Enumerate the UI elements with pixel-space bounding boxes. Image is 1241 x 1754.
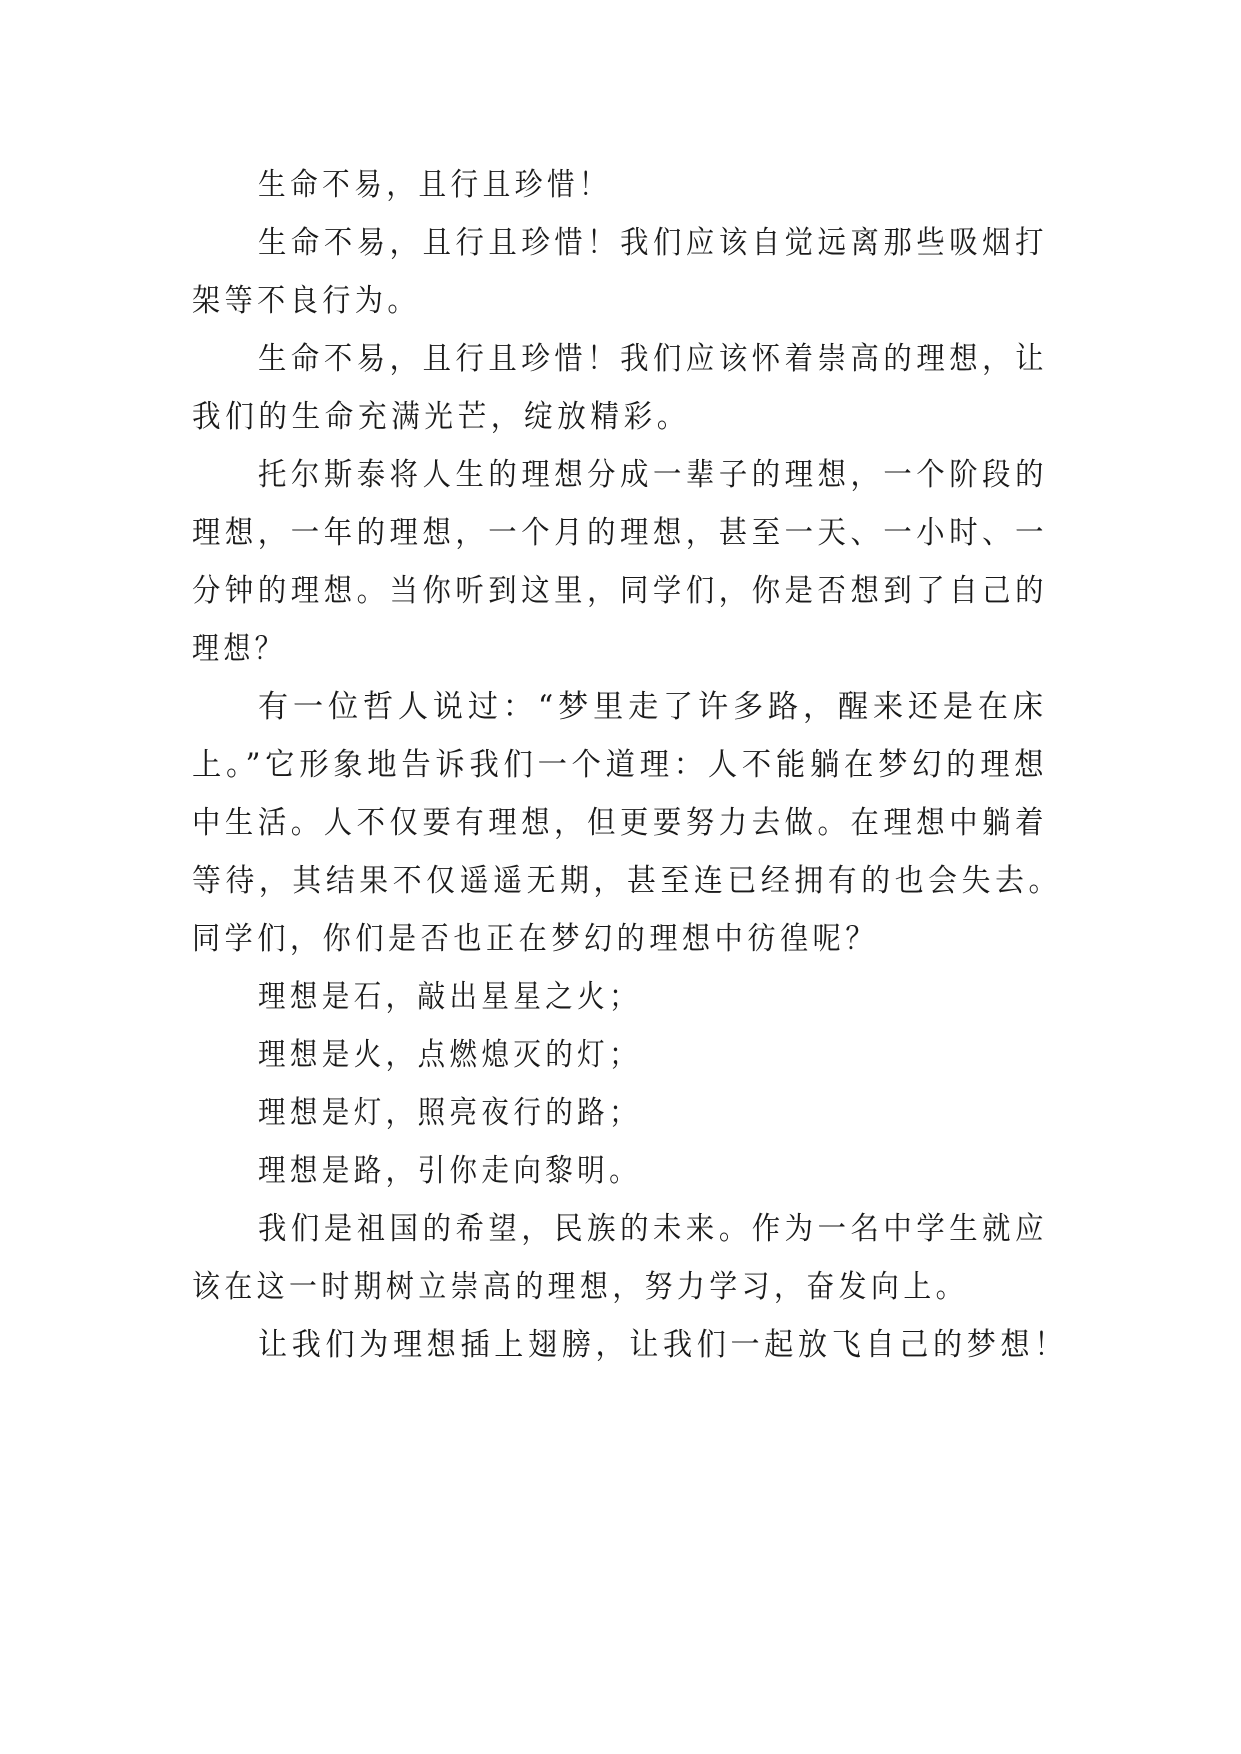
text-line: 等待，其结果不仅遥遥无期，甚至连已经拥有的也会失去。 — [192, 863, 1062, 899]
text-line: 我们是祖国的希望，民族的未来。作为一名中学生就应 — [258, 1211, 1048, 1247]
text-line: 生命不易，且行且珍惜！ — [258, 167, 611, 203]
text-line: 同学们，你们是否也正在梦幻的理想中彷徨呢？ — [192, 921, 878, 957]
text-line: 分钟的理想。当你听到这里，同学们，你是否想到了自己的 — [192, 573, 1048, 609]
text-line: 该在这一时期树立崇高的理想，努力学习，奋发向上。 — [192, 1269, 968, 1305]
text-line: 理想，一年的理想，一个月的理想，甚至一天、一小时、一 — [192, 515, 1048, 551]
text-line: 理想是火，点燃熄灭的灯； — [258, 1037, 641, 1073]
text-line: 让我们为理想插上翅膀，让我们一起放飞自己的梦想！ — [258, 1327, 1068, 1363]
text-line: 上。”它形象地告诉我们一个道理：人不能躺在梦幻的理想 — [192, 747, 1049, 783]
text-line: 理想是石，敲出星星之火； — [258, 979, 641, 1015]
text-line: 有一位哲人说过：“梦里走了许多路，醒来还是在床 — [258, 689, 1048, 725]
text-line: 生命不易，且行且珍惜！我们应该自觉远离那些吸烟打 — [258, 225, 1048, 261]
text-line: 我们的生命充满光芒，绽放精彩。 — [192, 399, 690, 435]
text-line: 理想？ — [192, 631, 286, 667]
text-line: 理想是路，引你走向黎明。 — [258, 1153, 641, 1189]
text-line: 架等不良行为。 — [192, 283, 420, 319]
text-line: 生命不易，且行且珍惜！我们应该怀着崇高的理想，让 — [258, 341, 1048, 377]
text-line: 理想是灯，照亮夜行的路； — [258, 1095, 641, 1131]
text-line: 托尔斯泰将人生的理想分成一辈子的理想，一个阶段的 — [258, 457, 1048, 493]
text-line: 中生活。人不仅要有理想，但更要努力去做。在理想中躺着 — [192, 805, 1048, 841]
